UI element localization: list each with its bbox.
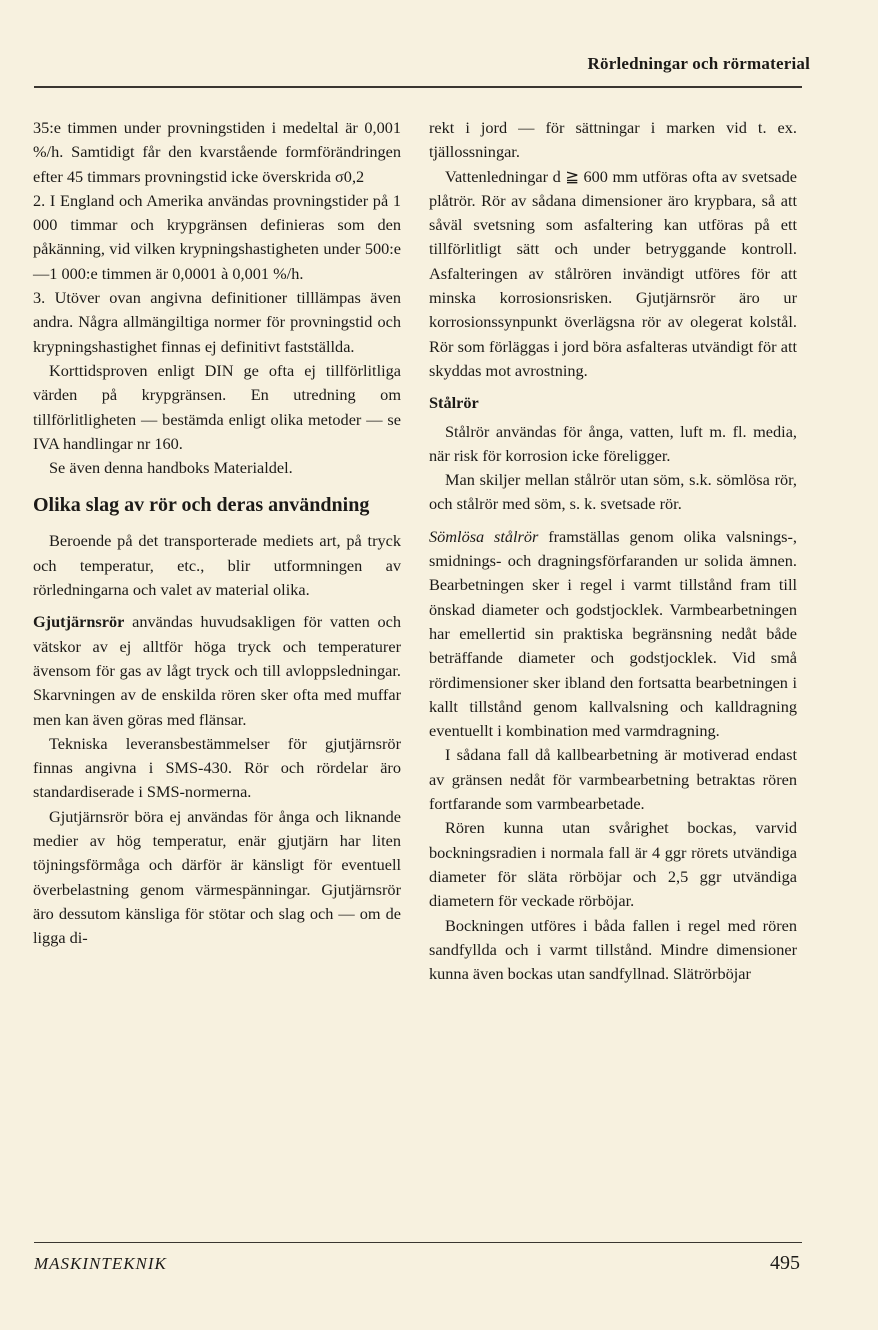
paragraph: Man skiljer mellan stålrör utan söm, s.k. sömlösa rör, och stålrör med söm, s. k. svetsade rör. [429, 470, 797, 514]
paragraph: 3. Utöver ovan angivna definitioner tilllämpas även andra. Några allmängiltiga normer för provningstid och krypningshastighet finnas ej definitivt fastställda. [33, 288, 401, 356]
section-heading: Olika slag av rör och deras användning [33, 494, 370, 517]
paragraph: 2. I England och Amerika användas provningstider på 1 000 timmar och krypgränsen definieras som den påkänning, vid vilken krypningshastigheten under 500:e—1 000:e timmen är 0,0001 à 0,001 %/h. [33, 190, 401, 283]
footer-book-title: MASKINTEKNIK [34, 1254, 167, 1273]
paragraph: Se även denna handboks Materialdel. [49, 458, 293, 478]
right-column [429, 116, 797, 986]
left-column [33, 116, 401, 951]
paragraph: Bockningen utföres i båda fallen i regel med rören sandfyllda och i varmt tillstånd. Mindre dimensioner kunna även bockas utan sandfyllnad. Slätrörböjar [429, 915, 797, 984]
paragraph-lead: Gjutjärnsrör [33, 612, 125, 632]
paragraph: Korttidsproven enligt DIN ge ofta ej tillförlitliga värden på krypgränsen. En utredning om tillförlitligheten — bestämda enligt olika metoder — se IVA handlingar nr 160. [33, 360, 401, 453]
paragraph: Stålrör användas för ånga, vatten, luft m. fl. media, när risk för korrosion icke föreligger. [429, 421, 797, 465]
paragraph: I sådana fall då kallbearbetning är motiverad endast av gränsen nedåt för varmbearbetning betraktas rören fortfarande som varmbearbetade. [429, 745, 797, 814]
paragraph-body: framställas genom olika valsnings-, smidnings- och dragningsförfaranden ur solida ämnen. Bearbetningen sker i regel i varmt tillstånd fram till önskad diameter och godstjocklek. Varmbearbetningen har emellertid sin praktiska begränsning nedåt både beträffande diameter och godstjocklek. Vid små rördimensioner sker ibland den fortsatta bearbetningen i kallt tillstånd genom kallvalsning och kalldragning eventuellt i kombination med varmdragning. [429, 526, 797, 741]
paragraph-body: användas huvudsakligen för vatten och vätskor av ej alltför höga tryck och temperaturer ävensom för gas av lågt tryck och till avloppsledningar. Skarvningen av de enskilda rören sker ofta med muffar men kan även göras med flänsar. [33, 612, 401, 729]
paragraph: Beroende på det transporterade mediets art, på tryck och temperatur, etc., blir utformningen av rörledningarna och valet av material olika. [33, 531, 401, 600]
paragraph: Vattenledningar d ≧ 600 mm utföras ofta av svetsade plåtrör. Rör av sådana dimensioner äro krypbara, så att såväl svetsning som asfaltering kan utföras på ett tillförlitligt sätt och under betryggande kontroll. Asfalteringen av stålrören invändigt utföres för att minska korrosionsrisken. Gjutjärnsrör äro ur korrosionssynpunkt överlägsna rör av olegerat kolstål. Rör som förläggas i jord böra asfalteras utvändigt för att skyddas mot avrostning. [429, 166, 797, 380]
paragraph: 35:e timmen under provningstiden i medeltal är 0,001 %/h. Samtidigt får den kvarstående formförändringen efter 45 timmars provningstid icke överskrida σ0,2 [33, 118, 401, 186]
footer-rule [34, 1242, 802, 1243]
header-rule [34, 86, 802, 88]
paragraph: Rören kunna utan svårighet bockas, varvid bockningsradien i normala fall är 4 ggr rörets utvändiga diameter för släta rörböjar och 2,5 ggr utvändiga diametern för veckade rörböjar. [429, 818, 797, 911]
running-header: Rörledningar och rörmaterial [587, 54, 810, 73]
paragraph-lead: Sömlösa stålrör [429, 526, 539, 546]
paragraph: Tekniska leveransbestämmelser för gjutjärnsrör finnas angivna i SMS-430. Rör och rördelar äro standardiserade i SMS-normerna. [33, 733, 401, 802]
paragraph: rekt i jord — för sättningar i marken vid t. ex. tjällossningar. [429, 118, 797, 162]
page-number: 495 [770, 1252, 800, 1274]
paragraph [33, 610, 401, 731]
paragraph: Gjutjärnsrör böra ej användas för ånga och liknande medier av hög temperatur, enär gjutjärn har liten töjningsförmåga och därför är känsligt för eventuell överbelastning genom värmespänningar. Gjutjärnsrör äro dessutom känsliga för stötar och slag och — om de ligga di- [33, 806, 401, 948]
sub-heading: Stålrör [429, 393, 479, 413]
paragraph [429, 525, 797, 744]
